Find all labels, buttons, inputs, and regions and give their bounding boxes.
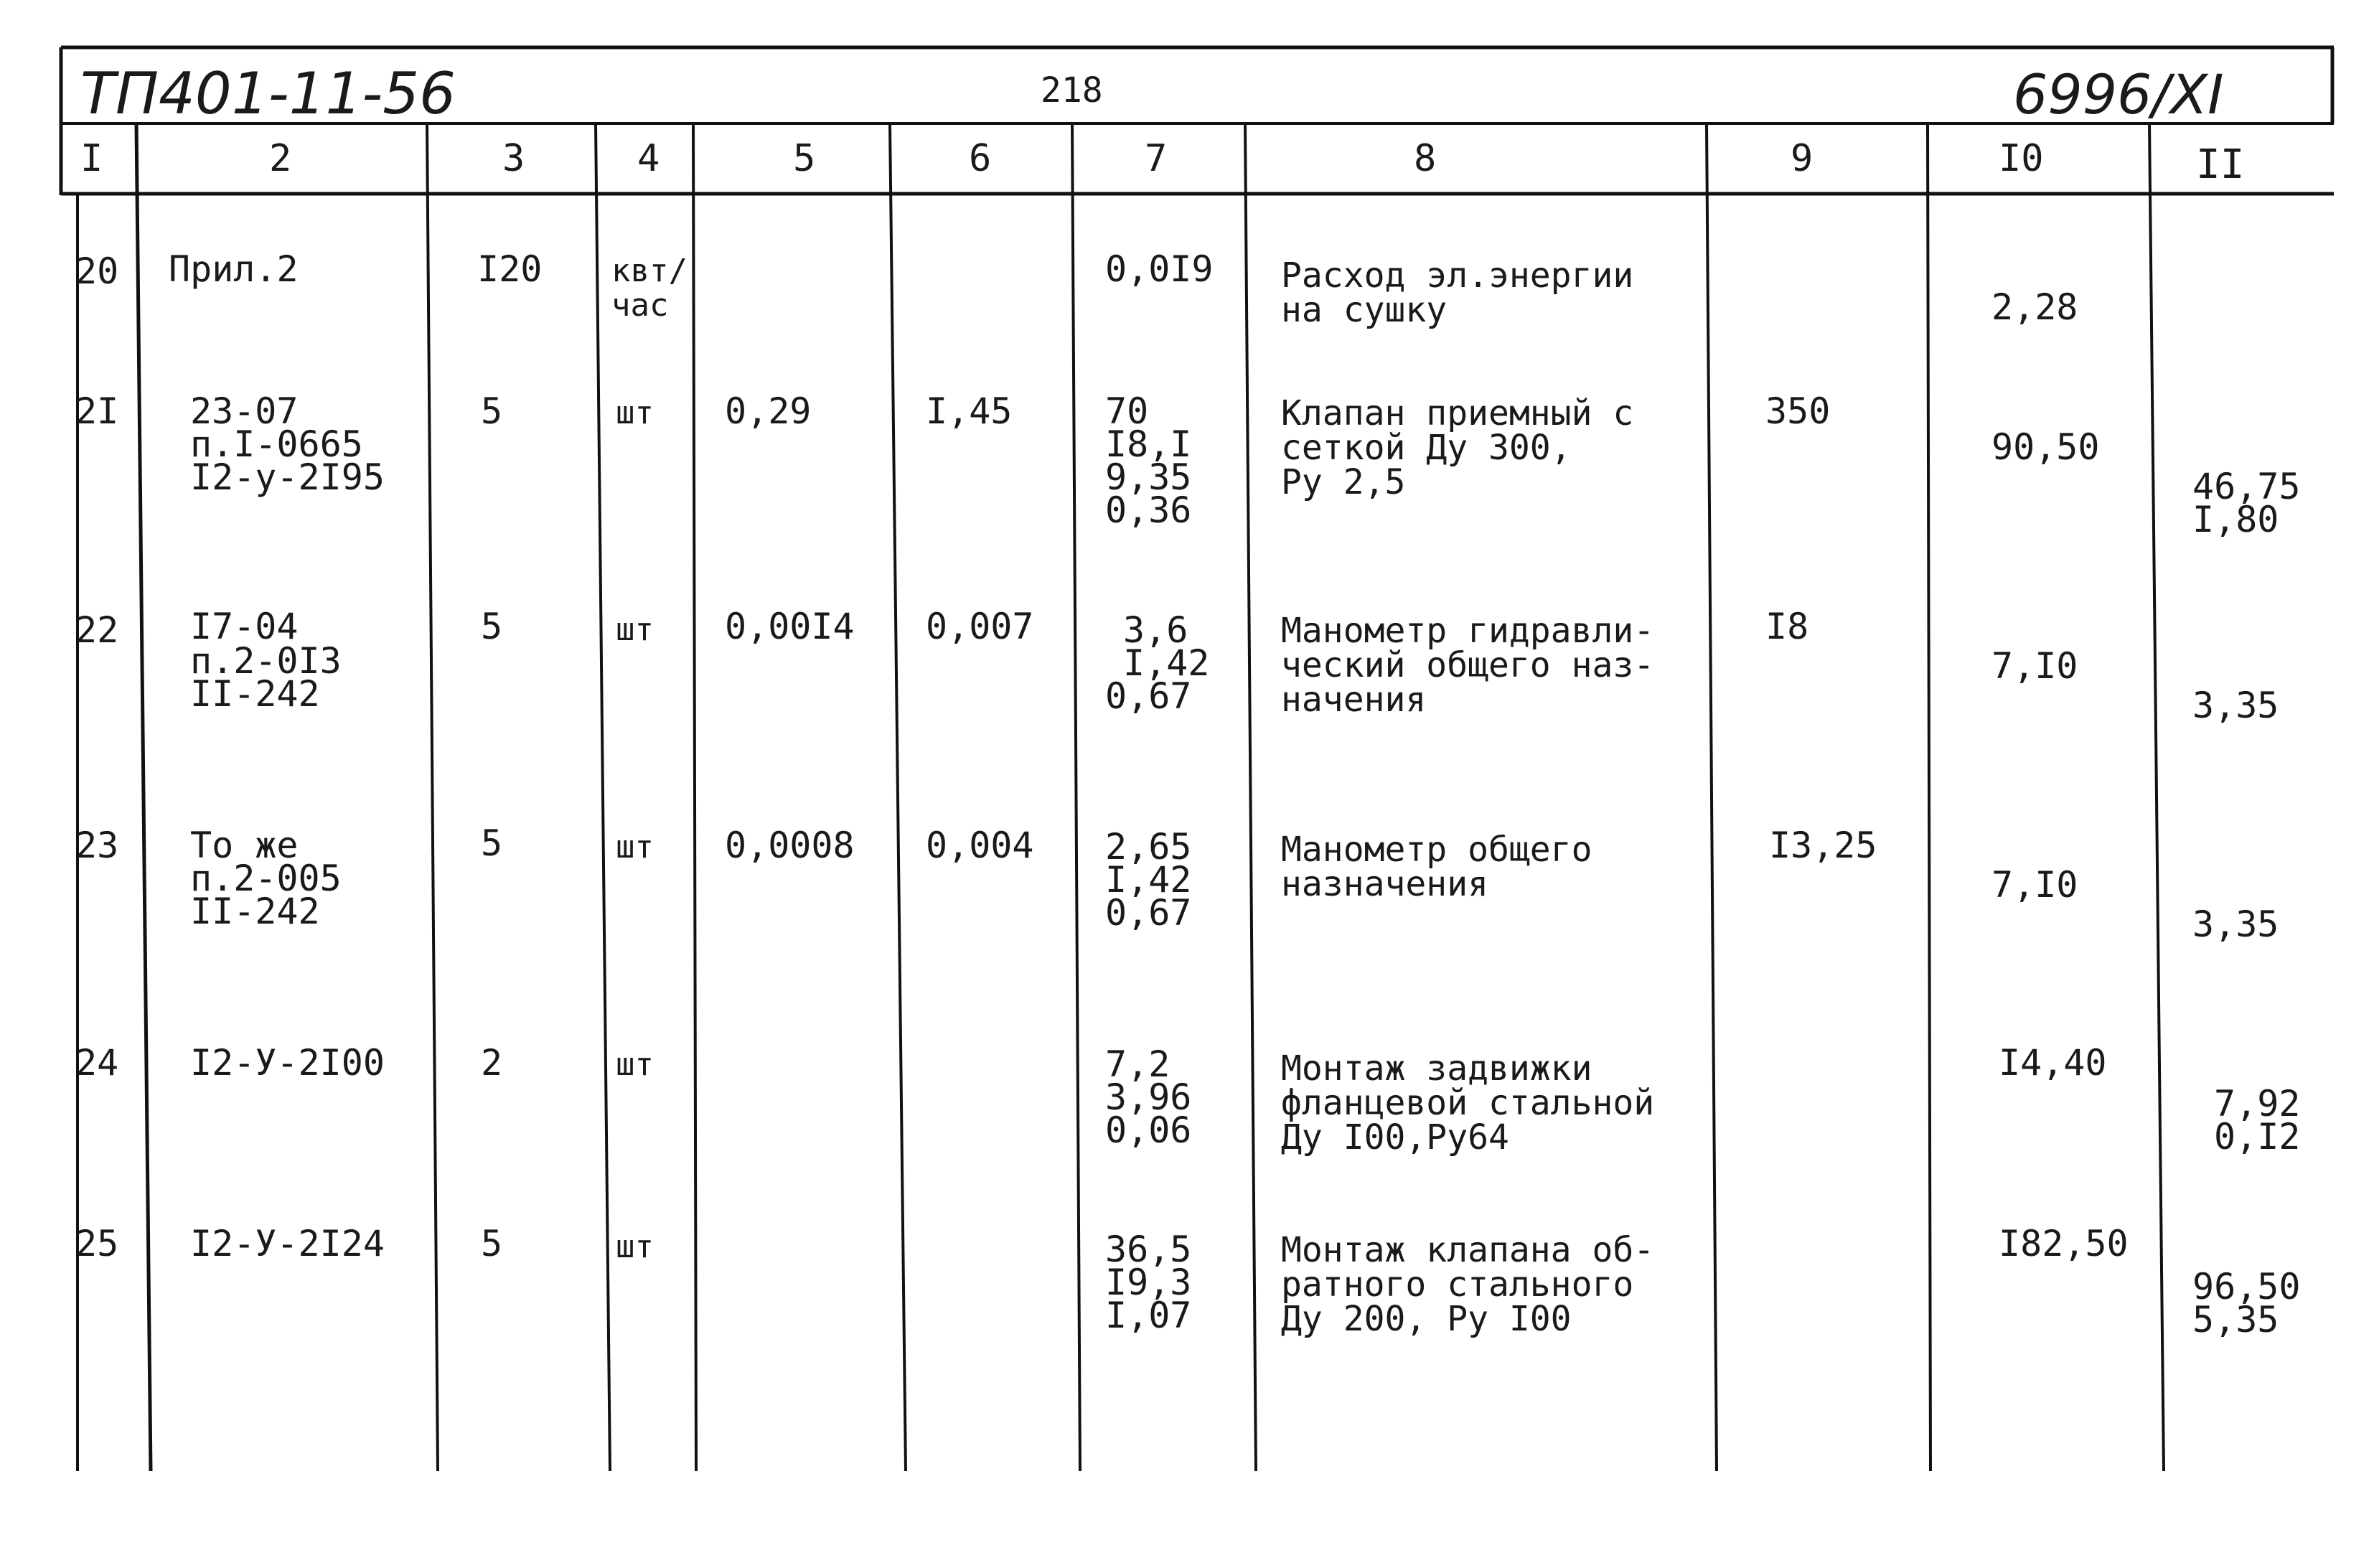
unit-line: шт: [616, 829, 654, 865]
col10-value: 7,I0: [1991, 864, 2078, 906]
ref-line: п.I-0665: [190, 423, 363, 465]
col-header: 8: [1414, 137, 1437, 180]
unit-line: квт/: [611, 253, 688, 289]
col-header: 2: [269, 137, 292, 180]
ref-line: Прил.2: [169, 248, 299, 290]
col10-value: 2,28: [1991, 286, 2078, 328]
col-header: 3: [502, 137, 525, 180]
quantity: I20: [477, 248, 543, 290]
col-header: 9: [1791, 137, 1814, 180]
col11-line: 46,75: [2192, 466, 2301, 507]
col5-value: 0,00I4: [725, 606, 855, 647]
row-number: 24: [75, 1042, 119, 1084]
unit-line: шт: [616, 395, 654, 431]
col6-value: 0,007: [926, 606, 1034, 647]
col11-line: 3,35: [2192, 903, 2279, 945]
desc-line: Манометр общего: [1281, 830, 1592, 870]
col10-value: I4,40: [1999, 1042, 2107, 1084]
col-header: 6: [969, 137, 992, 180]
col7-line: 0,36: [1105, 489, 1192, 531]
ref-line: I2-у-2I95: [190, 456, 385, 498]
col7-line: 0,67: [1105, 675, 1192, 717]
col7-line: 70: [1105, 390, 1149, 432]
col7-line: 9,35: [1105, 456, 1192, 498]
desc-line: начения: [1281, 680, 1427, 720]
column-headers: [80, 137, 2244, 188]
ref-line: I7-04: [190, 606, 299, 647]
ref-line: п.2-005: [190, 858, 342, 899]
col5-value: 0,0008: [725, 825, 855, 866]
col7-line: I,42: [1123, 642, 1210, 684]
unit-line: шт: [616, 1046, 654, 1083]
quantity: 5: [481, 606, 503, 647]
quantity: 2: [481, 1042, 503, 1084]
desc-line: Манометр гидравли-: [1281, 611, 1655, 651]
desc-line: Расход эл.энергии: [1281, 255, 1634, 296]
quantity: 5: [481, 822, 503, 864]
ref-line: То же: [190, 825, 299, 866]
sheet-ref: 6996/XI: [2013, 62, 2224, 126]
col11-line: 96,50: [2192, 1266, 2301, 1308]
table-row: [75, 822, 2279, 945]
col11-line: 5,35: [2192, 1299, 2279, 1341]
col11-line: 0,I2: [2214, 1116, 2301, 1158]
desc-line: фланцевой стальной: [1281, 1083, 1655, 1123]
desc-line: сеткой Ду 300,: [1281, 428, 1572, 468]
col-header: II: [2196, 141, 2245, 188]
col9-value: I8: [1765, 606, 1809, 647]
col10-value: 90,50: [1991, 426, 2100, 468]
ref-line: 23-07: [190, 390, 299, 432]
row-number: 20: [75, 250, 119, 292]
ref-line: I2-У-2I24: [190, 1223, 385, 1264]
table-row: [75, 606, 2279, 726]
unit-line: шт: [616, 611, 654, 648]
table-row: [75, 1223, 2301, 1341]
col6-value: 0,004: [926, 825, 1034, 866]
col-header: 4: [637, 137, 660, 180]
col7-line: I,42: [1105, 859, 1192, 901]
page-number: 218: [1041, 70, 1103, 111]
quantity: 5: [481, 1223, 503, 1264]
col7-line: 3,6: [1123, 609, 1188, 651]
row-number: 2I: [75, 390, 119, 432]
desc-line: назначения: [1281, 864, 1488, 904]
row-number: 22: [75, 609, 119, 651]
col7-line: I8,I: [1105, 423, 1192, 465]
desc-line: Клапан приемный с: [1281, 393, 1634, 433]
col10-value: I82,50: [1999, 1223, 2129, 1264]
col11-line: 7,92: [2214, 1083, 2301, 1125]
desc-line: ратного стального: [1281, 1264, 1634, 1305]
col11-line: 3,35: [2192, 685, 2279, 726]
col9-value: 350: [1765, 390, 1831, 432]
col7-line: 7,2: [1105, 1043, 1170, 1085]
col-header: 7: [1145, 137, 1168, 180]
col6-value: I,45: [926, 390, 1013, 432]
desc-line: Ду 200, Ру I00: [1281, 1299, 1572, 1339]
row-number: 23: [75, 825, 119, 866]
quantity: 5: [481, 390, 503, 432]
ref-line: п.2-0I3: [190, 640, 342, 682]
desc-line: Ду I00,Ру64: [1281, 1117, 1509, 1158]
col7-line: 2,65: [1105, 826, 1192, 868]
col-header: I0: [1999, 137, 2044, 180]
col11-line: I,80: [2192, 499, 2279, 540]
ref-line: II-242: [190, 891, 320, 932]
desc-line: Ру 2,5: [1281, 462, 1406, 502]
col10-value: 7,I0: [1991, 645, 2078, 687]
col7-line: 3,96: [1105, 1076, 1192, 1118]
col7-line: 0,06: [1105, 1109, 1192, 1151]
ref-line: II-242: [190, 673, 320, 715]
table-row: [75, 248, 2078, 330]
table-row: [75, 1042, 2300, 1158]
col-header: I: [80, 137, 103, 180]
col-header: 5: [793, 137, 816, 180]
col7-line: 36,5: [1105, 1229, 1192, 1270]
desc-line: на сушку: [1281, 290, 1448, 330]
unit-line: шт: [616, 1229, 654, 1265]
doc-code: ТП401-11-56: [80, 60, 456, 127]
col7-line: 0,67: [1105, 892, 1192, 934]
table-row: [75, 390, 2301, 540]
col7-line: I9,3: [1105, 1262, 1192, 1303]
ref-line: I2-У-2I00: [190, 1042, 385, 1084]
desc-line: ческий общего наз-: [1281, 645, 1655, 685]
col5-value: 0,29: [725, 390, 812, 432]
desc-line: Монтаж клапана об-: [1281, 1230, 1655, 1270]
unit-line: час: [611, 287, 669, 324]
col9-value: I3,25: [1769, 825, 1877, 866]
desc-line: Монтаж задвижки: [1281, 1048, 1592, 1089]
col7-line: 0,0I9: [1105, 248, 1214, 290]
col7-line: I,07: [1105, 1295, 1192, 1336]
row-number: 25: [75, 1223, 119, 1264]
